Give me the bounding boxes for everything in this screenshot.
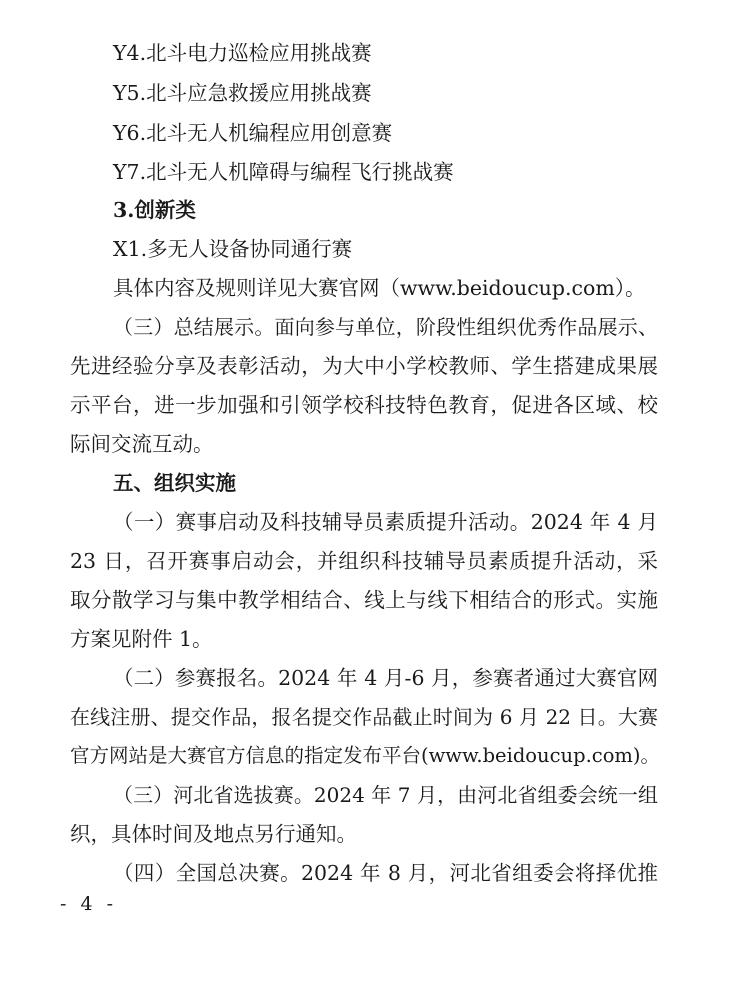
summary-para-line-3: 示平台，进一步加强和引领学校科技特色教育，促进各区域、校 xyxy=(70,393,658,417)
summary-para-line-2: 先进经验分享及表彰活动，为大中小学校教师、学生搭建成果展 xyxy=(70,354,658,378)
provincial-para-line-2: 织，具体时间及地点另行通知。 xyxy=(70,822,357,846)
registration-para-line-1: （二）参赛报名。2024 年 4 月-6 月，参赛者通过大赛官网 xyxy=(113,666,658,690)
innovation-heading: 3.创新类 xyxy=(113,198,196,222)
provincial-para-line-1: （三）河北省选拔赛。2024 年 7 月，由河北省组委会统一组 xyxy=(113,783,658,807)
innovation-item-x1: X1.多无人设备协同通行赛 xyxy=(113,237,353,261)
competition-item-y6: Y6.北斗无人机编程应用创意赛 xyxy=(113,121,393,145)
launch-para-line-3: 取分散学习与集中教学相结合、线上与线下相结合的形式。实施 xyxy=(70,588,658,612)
competition-item-y5: Y5.北斗应急救援应用挑战赛 xyxy=(113,81,372,105)
rules-note: 具体内容及规则详见大赛官网（www.beidoucup.com）。 xyxy=(113,276,646,300)
competition-item-y4: Y4.北斗电力巡检应用挑战赛 xyxy=(113,41,372,65)
national-para-line-1: （四）全国总决赛。2024 年 8 月，河北省组委会将择优推 xyxy=(113,861,658,885)
competition-item-y7: Y7.北斗无人机障碍与编程飞行挑战赛 xyxy=(113,160,454,184)
registration-para-line-3: 官方网站是大赛官方信息的指定发布平台(www.beidoucup.com)。 xyxy=(70,744,661,767)
summary-para-line-4: 际间交流互动。 xyxy=(70,432,214,456)
launch-para-line-2: 23 日，召开赛事启动会，并组织科技辅导员素质提升活动，采 xyxy=(70,549,658,573)
page-number: - 4 - xyxy=(60,893,118,915)
launch-para-line-1: （一）赛事启动及科技辅导员素质提升活动。2024 年 4 月 xyxy=(113,510,658,534)
summary-para-line-1: （三）总结展示。面向参与单位，阶段性组织优秀作品展示、 xyxy=(113,315,658,339)
section-heading: 五、组织实施 xyxy=(113,471,236,495)
launch-para-line-4: 方案见附件 1。 xyxy=(70,627,213,651)
registration-para-line-2: 在线注册、提交作品，报名提交作品截止时间为 6 月 22 日。大赛 xyxy=(70,705,658,729)
